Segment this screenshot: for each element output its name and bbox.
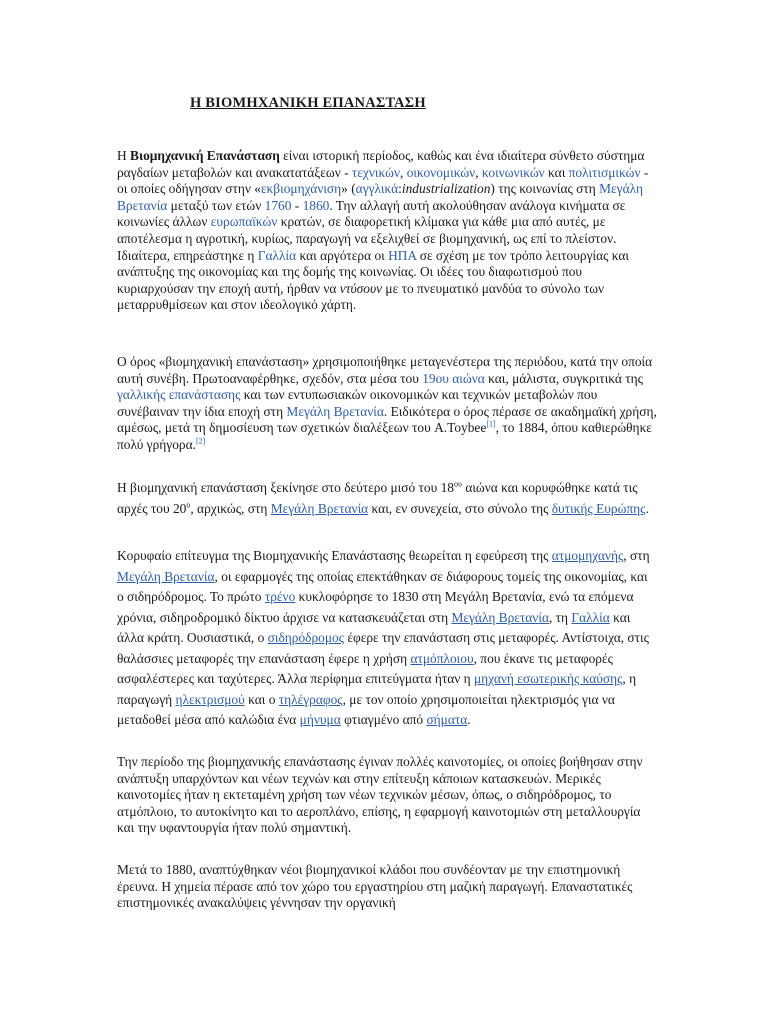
text: ,	[400, 164, 407, 180]
text: , με τον οποίο χρησιμοποιείται ηλεκτρισμός για να μεταδοθεί μέσα από καλώδια ένα	[117, 691, 615, 727]
link-train[interactable]: τρένο	[264, 589, 296, 604]
text: , οι εφαρμογές της οποίας επεκτάθηκαν σε διάφορους τομείς της οικονομίας, και ο σιδηρόδρομος. Το πρώτο	[117, 568, 648, 604]
text: , στη	[623, 548, 650, 563]
link-19th-century[interactable]: 19ου αιώνα	[422, 370, 485, 386]
link-western-europe[interactable]: δυτικής Ευρώπης	[551, 500, 646, 516]
paragraph-5: Την περίοδο της βιομηχανικής επανάστασης έγιναν πολλές καινοτομίες, οι οποίες βοήθησαν στην ανάπτυξη υπαρχόντων και νέων τεχνών και στην επίτευξη κάποιων κατασκευών. Μερικές καινοτομίες ήταν η εκτεταμένη χρήση των νέων τεχνικών μέσων, όπως, ο σιδηρόδρομος, το ατμόπλοιο, το αυτοκίνητο και το αεροπλάνο, επίσης, η εφαρμογή καινοτομιών στη μεταλλουργία και την υφαντουργία ήταν πολύ σημαντική.	[117, 754, 643, 836]
text: ,	[475, 164, 482, 180]
text: και αργότερα οι	[296, 247, 389, 263]
link-english[interactable]: αγγλικά	[355, 181, 399, 197]
text: έφερε την επανάσταση στις μεταφορές. Αντίστοιχα, στις θαλάσσιες μεταφορές την επανάσταση έφερε η χρήση	[117, 630, 649, 666]
text: ) της κοινωνίας στη	[490, 181, 600, 197]
link-great-britain[interactable]: Μεγάλη Βρετανία	[117, 181, 643, 213]
footnote-link-1[interactable]: [1]	[486, 419, 496, 429]
link-electricity[interactable]: ηλεκτρισμού	[175, 691, 245, 707]
link-french-revolution[interactable]: γαλλικής επανάστασης	[117, 387, 241, 403]
text: , το 1884, όπου καθιερώθηκε πολύ γρήγορα.	[117, 420, 652, 452]
text: , τη	[548, 609, 572, 625]
link-industrialization[interactable]: εκβιομηχάνιση	[260, 181, 342, 197]
text: και, εν συνεχεία, στο σύνολο της	[368, 500, 552, 516]
link-steamship[interactable]: ατμόπλοιου	[410, 650, 474, 666]
paragraph-3	[117, 478, 657, 519]
paragraph-1	[117, 148, 657, 314]
link-great-britain[interactable]: Μεγάλη Βρετανία	[270, 500, 369, 516]
link-social[interactable]: κοινωνικών	[481, 164, 545, 180]
text: :	[398, 181, 402, 197]
link-internal-combustion-engine[interactable]: μηχανή εσωτερικής καύσης	[474, 671, 623, 686]
text: Κορυφαίο επίτευγμα της Βιομηχανικής Επανάστασης θεωρείται η εφεύρεση της	[117, 548, 552, 563]
link-economic[interactable]: οικονομικών	[406, 164, 476, 180]
text: σε σχέση με τον τρόπο λειτουργίας και ανάπτυξης της οικονομίας και της δομής της κοινωνίας. Οι ιδέες του διαφωτισμού που κυριαρχούσαν την εποχή αυτή, ήρθαν να	[117, 247, 629, 296]
text: με το πνευματικό μανδύα το σύνολο των μεταρρυθμίσεων και στον ιδεολογικό χάρτη.	[117, 280, 605, 313]
text: Ο όρος «βιομηχανική επανάσταση» χρησιμοποιήθηκε μεταγενέστερα της περιόδου, κατά την οποία αυτή συνέβη. Πρωτοαναφέρθηκε, σχεδόν, στα μέσα του	[117, 354, 653, 386]
link-european[interactable]: ευρωπαϊκών	[210, 214, 278, 230]
superscript: ου	[454, 479, 462, 489]
paragraph-2	[117, 354, 657, 454]
text: » (	[341, 181, 356, 197]
text: είναι ιστορική περίοδος, καθώς και ένα ιδιαίτερα σύνθετο σύστημα ραγδαίων μεταβολών και ανακατατάξεων -	[117, 148, 645, 180]
link-cultural[interactable]: πολιτισμικών	[568, 164, 641, 180]
link-france[interactable]: Γαλλία	[571, 609, 610, 625]
link-great-britain[interactable]: Μεγάλη Βρετανία	[451, 609, 549, 625]
italic-verb: ντύσουν	[339, 280, 383, 296]
text: και	[544, 164, 569, 180]
link-technical[interactable]: τεχνικών	[351, 164, 401, 180]
italic-term: industrialization	[401, 181, 491, 197]
text: . Ειδικότερα ο όρος πέρασε σε ακαδημαϊκή χρήση, αμέσως, μετά τη δημοσίευση των σχετικών διαλέξεων του A.Toybee	[117, 403, 657, 436]
link-1860[interactable]: 1860	[302, 197, 330, 213]
paragraph-4	[117, 546, 657, 731]
footnote-2	[196, 437, 205, 446]
text: αιώνα και κορυφώθηκε κατά τις αρχές του 20	[117, 480, 638, 516]
link-signals[interactable]: σήματα	[426, 712, 468, 727]
link-message[interactable]: μήνυμα	[299, 712, 341, 727]
text: , που έκανε τις μεταφορές ασφαλέστερες και ταχύτερες. Άλλα περίφημα επιτεύγματα ήταν η	[117, 650, 613, 686]
document-title: Η ΒΙΟΜΗΧΑΝΙΚΗ ΕΠΑΝΑΣΤΑΣΗ	[190, 95, 426, 111]
link-usa[interactable]: ΗΠΑ	[388, 247, 417, 263]
text: .	[645, 500, 649, 516]
text: Η βιομηχανική επανάσταση ξεκίνησε στο δεύτερο μισό του 18	[117, 480, 454, 495]
text: -	[291, 197, 303, 213]
text: και ο	[244, 691, 279, 707]
text: . Την αλλαγή αυτή ακολούθησαν ανάλογα κινήματα σε κοινωνίες άλλων	[117, 197, 626, 230]
paragraph-6: Μετά το 1880, αναπτύχθηκαν νέοι βιομηχανικοί κλάδοι που συνδέονταν με την επιστημονική έρευνα. Η χημεία πέρασε από τον χώρο του εργαστηρίου στη μαζική παραγωγή. Επαναστατικές επιστημονικές ανακαλύψεις γέννησαν την οργανική	[117, 862, 633, 911]
text: - οι οποίες οδήγησαν στην «	[117, 164, 649, 197]
text: και, μάλιστα, συγκριτικά της	[484, 370, 643, 386]
text: κρατών, σε διαφορετική κλίμακα για κάθε μια από αυτές, με αποτέλεσμα η αγροτική, κυρίως, παραγωγή να εξελιχθεί σε βιομηχανική, ως επί το πλείστον. Ιδιαίτερα, επηρεάστηκε η	[117, 214, 617, 263]
text: Η	[117, 148, 131, 163]
text: και των εντυπωσιακών οικονομικών και τεχνικών μεταβολών που συνέβαιναν την ίδια εποχή στη	[117, 387, 598, 419]
footnote-1	[486, 420, 495, 429]
superscript: ο	[186, 500, 191, 510]
link-great-britain[interactable]: Μεγάλη Βρετανία	[117, 568, 215, 584]
bold-term: Βιομηχανική Επανάσταση	[130, 148, 280, 163]
link-telegraph[interactable]: τηλέγραφος	[278, 691, 343, 707]
footnote-link-2[interactable]: [2]	[195, 436, 206, 446]
text: , αρχικώς, στη	[190, 500, 271, 516]
text: μεταξύ των ετών	[167, 197, 265, 213]
text: και άλλα κράτη. Ουσιαστικά, ο	[117, 609, 631, 645]
text: φτιαγμένο από	[340, 712, 427, 727]
text: .	[467, 712, 471, 727]
text: κυκλοφόρησε το 1830 στη Μεγάλη Βρετανία, ενώ τα επόμενα χρόνια, σιδηροδρομικό δίκτυο άρχισε να κατασκευάζεται στη	[117, 589, 634, 625]
link-steam-engine[interactable]: ατμομηχανής	[551, 548, 624, 563]
text: , η παραγωγή	[117, 671, 637, 707]
link-railway[interactable]: σιδηρόδρομος	[267, 630, 344, 645]
link-1760[interactable]: 1760	[264, 197, 292, 213]
link-great-britain[interactable]: Μεγάλη Βρετανία	[286, 403, 384, 419]
link-france[interactable]: Γαλλία	[257, 247, 297, 263]
